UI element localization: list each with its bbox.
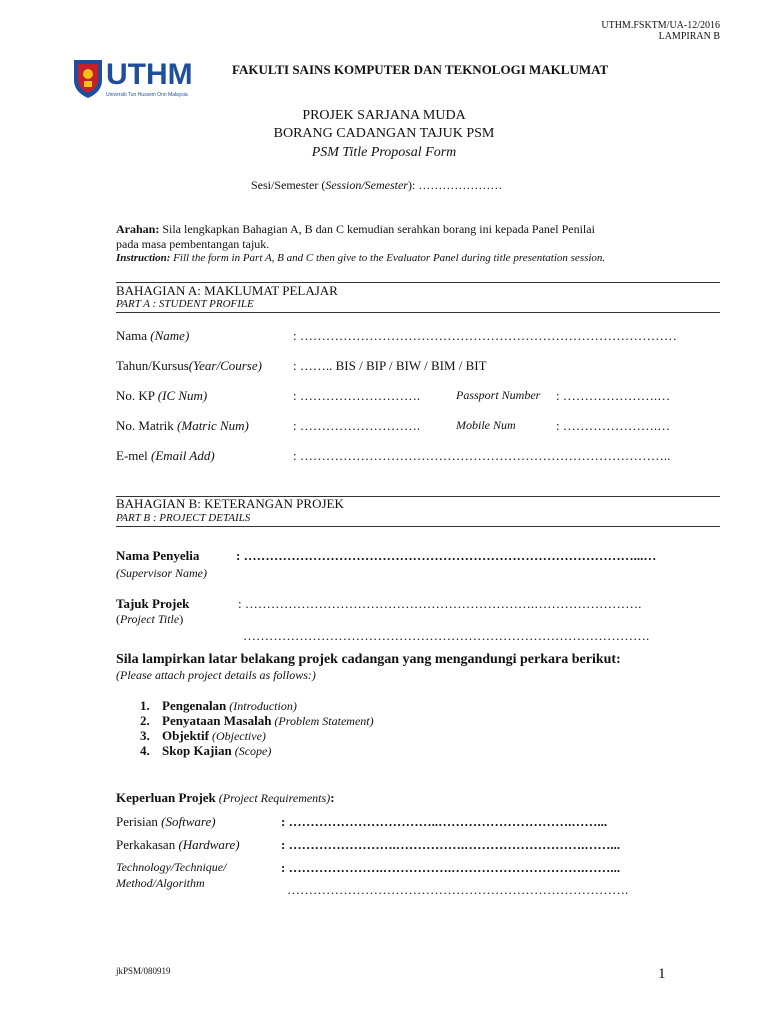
part-a-heading: BAHAGIAN A: MAKLUMAT PELAJAR (116, 283, 338, 298)
project-title-label-en: (Project Title) (116, 612, 184, 626)
arahan-line-1 (116, 222, 595, 237)
part-a-subheading: PART A : STUDENT PROFILE (116, 298, 254, 310)
hardware-label: Perkakasan (Hardware) (116, 837, 240, 852)
passport-label: Passport Number (456, 388, 541, 402)
name-field[interactable]: : …………………………………………………………………………… (293, 328, 677, 343)
year-course-field[interactable]: : …….. BIS / BIP / BIW / BIM / BIT (293, 358, 487, 373)
title-line-3: PSM Title Proposal Form (311, 145, 457, 160)
tech-field[interactable]: : ………………….…………….………………………….……... (281, 860, 621, 875)
part-b-subheading: PART B : PROJECT DETAILS (116, 512, 251, 524)
email-label-en: (Email Add) (151, 448, 215, 463)
list-item: 3. Objektif (Objective) (140, 728, 266, 743)
matric-label-en: (Matric Num) (177, 418, 249, 433)
hardware-field[interactable]: : …………………….…………….……………………….……... (281, 837, 621, 852)
part-b-bottom-rule (116, 526, 720, 527)
ic-label: No. KP (IC Num) (116, 388, 208, 403)
matric-field[interactable]: : ………………………. (293, 418, 421, 433)
instruction-line (116, 252, 605, 264)
email-field[interactable]: : ………………………………………………………………………….. (293, 448, 671, 463)
page-number: 1 (658, 966, 666, 982)
supervisor-field[interactable]: : ………………………………………………………………………………...… (236, 548, 657, 563)
session-dots: ): ………………… (407, 178, 503, 192)
passport-field[interactable]: : ………………….… (556, 388, 671, 403)
tech-field-2[interactable]: ……………………………………………………………………. (287, 882, 629, 897)
list-item: 4. Skop Kajian (Scope) (140, 743, 272, 758)
session-label-en: Session/Semester (325, 178, 408, 192)
uthm-logo (68, 54, 218, 102)
session-field (251, 178, 502, 193)
logo-wordmark: UTHM (106, 58, 193, 91)
project-title-label: Tajuk Projek (116, 596, 190, 611)
supervisor-label: Nama Penyelia (116, 548, 200, 563)
footer-code: jkPSM/080919 (116, 966, 171, 976)
software-label: Perisian (Software) (116, 814, 216, 829)
software-field[interactable]: : ……………………………..………………………….……... (281, 814, 608, 829)
session-label: Sesi/Semester ( (251, 178, 326, 192)
name-label: Nama (Name) (116, 328, 190, 343)
list-item: 2. Penyataan Masalah (Problem Statement) (140, 713, 374, 728)
tech-label-line-1: Technology/Technique/ (116, 860, 227, 874)
instruction-label: Instruction: (116, 252, 171, 264)
arahan-label: Arahan: (116, 222, 160, 236)
supervisor-label-en: (Supervisor Name) (116, 566, 207, 580)
requirements-heading: Keperluan Projek (Project Requirements): (116, 790, 335, 805)
title-line-2: BORANG CADANGAN TAJUK PSM (273, 126, 495, 141)
mobile-field[interactable]: : ………………….… (556, 418, 671, 433)
email-label: E-mel (Email Add) (116, 448, 215, 463)
project-title-field[interactable]: : ………………………………………………………….……………………. (238, 596, 642, 611)
mobile-label: Mobile Num (456, 418, 516, 432)
title-line-1: PROJEK SARJANA MUDA (302, 108, 466, 123)
ic-label-en: (IC Num) (157, 388, 208, 403)
tech-label-line-2: Method/Algorithm (116, 876, 205, 890)
arahan-line-2: pada masa pembentangan tajuk. (116, 237, 270, 251)
part-a-bottom-rule (116, 312, 720, 313)
attach-heading: Sila lampirkan latar belakang projek cadangan yang mengandungi perkara berikut: (116, 652, 621, 667)
ic-field[interactable]: : ………………………. (293, 388, 421, 403)
logo-subtext: Universiti Tun Hussein Onn Malaysia (106, 92, 188, 98)
year-course-label-en: (Year/Course) (188, 358, 262, 373)
name-label-en: (Name) (150, 328, 190, 343)
part-b-heading: BAHAGIAN B: KETERANGAN PROJEK (116, 496, 344, 511)
instruction-text: Fill the form in Part A, B and C then give to the Evaluator Panel during title presentation session. (170, 252, 606, 264)
matric-label: No. Matrik (Matric Num) (116, 418, 249, 433)
faculty-name: FAKULTI SAINS KOMPUTER DAN TEKNOLOGI MAKLUMAT (232, 62, 609, 77)
attach-heading-en: (Please attach project details as follows:) (116, 668, 316, 682)
year-course-label: Tahun/Kursus(Year/Course) (116, 358, 262, 373)
project-title-field-2[interactable]: …………………………………………………………………………………. (243, 628, 650, 643)
arahan-text: Sila lengkapkan Bahagian A, B dan C kemudian serahkan borang ini kepada Panel Penilai (159, 222, 595, 236)
document-code: UTHM.FSKTM/UA-12/2016 (601, 20, 720, 31)
list-item: 1. Pengenalan (Introduction) (140, 698, 297, 713)
lampiran-label: LAMPIRAN B (658, 31, 720, 42)
